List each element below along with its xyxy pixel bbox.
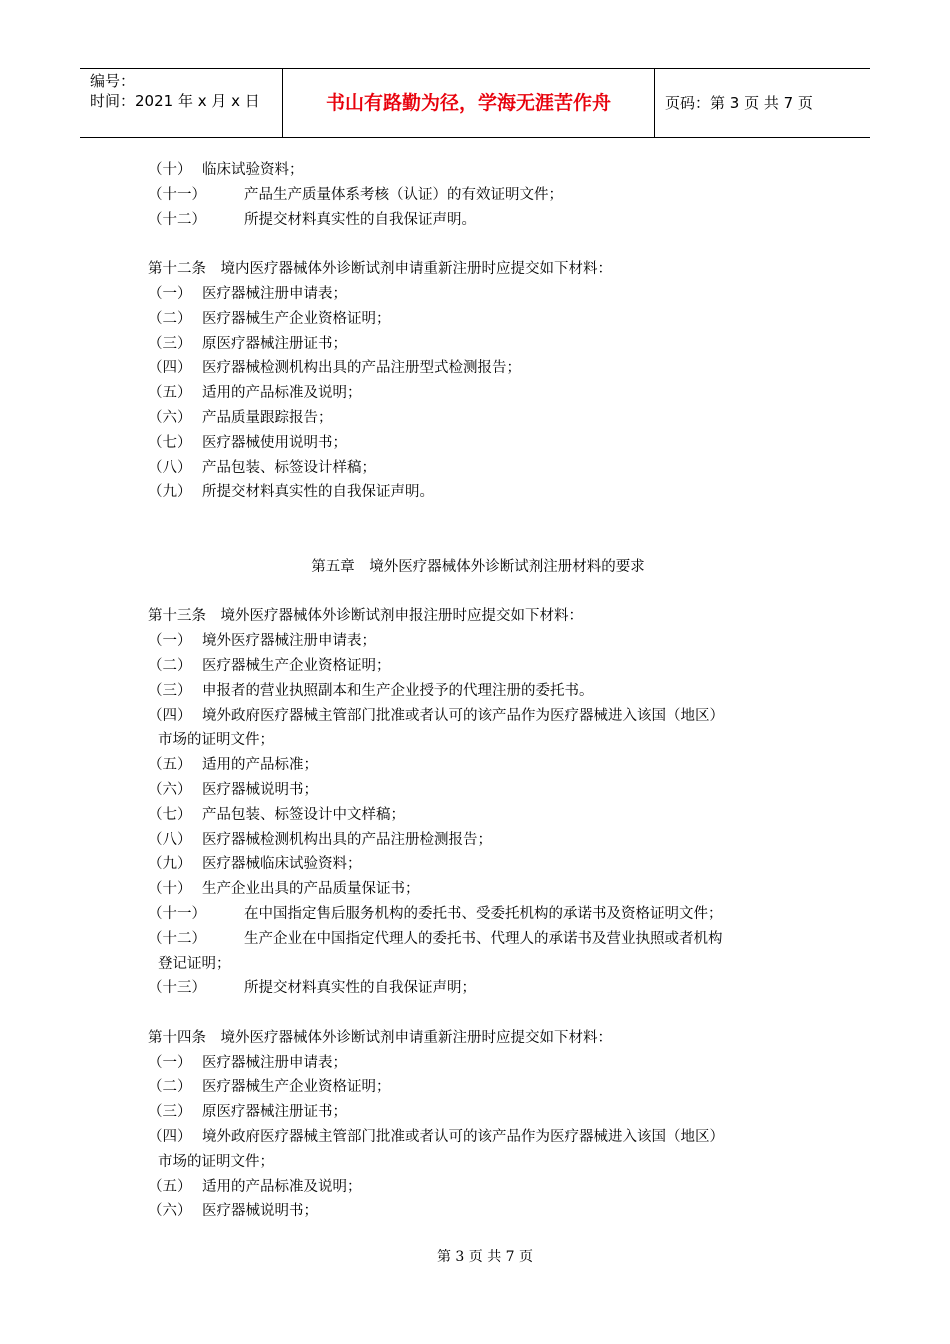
list-item-marker: （二） <box>148 1079 192 1096</box>
list-item-text: 产品包装、标签设计样稿； <box>202 459 376 476</box>
list-item-text: 生产企业在中国指定代理人的委托书、代理人的承诺书及营业执照或者机构 <box>244 930 723 947</box>
list-item-continuation: 市场的证明文件； <box>158 732 274 749</box>
list-item-marker: （六） <box>148 409 192 426</box>
list-item-marker: （四） <box>148 1129 192 1146</box>
list-item-text: 医疗器械检测机构出具的产品注册型式检测报告； <box>202 360 521 377</box>
list-item <box>148 704 828 729</box>
list-item <box>148 1199 828 1224</box>
list-item <box>148 282 828 307</box>
list-item-text: 在中国指定售后服务机构的委托书、受委托机构的承诺书及资格证明文件； <box>244 905 723 922</box>
list-item <box>148 1125 828 1150</box>
list-item <box>148 356 828 381</box>
list-item <box>148 431 828 456</box>
list-item-text: 产品包装、标签设计中文样稿； <box>202 806 405 823</box>
list-item-marker: （二） <box>148 310 192 327</box>
list-item-text: 原医疗器械注册证书； <box>202 1104 347 1121</box>
list-item-text: 医疗器械说明书； <box>202 1203 318 1220</box>
list-item-text: 申报者的营业执照副本和生产企业授予的代理注册的委托书。 <box>202 682 594 699</box>
document-number-label: 编号： <box>90 72 136 90</box>
list-item-marker: （三） <box>148 1104 192 1121</box>
list-item-text: 所提交材料真实性的自我保证声明。 <box>202 484 434 501</box>
list-item-marker: （三） <box>148 335 192 352</box>
article-12-list <box>148 282 828 505</box>
list-item-marker: （二） <box>148 657 192 674</box>
header-page-info: 页码：第 3 页 共 7 页 <box>665 94 813 112</box>
page-header-table <box>80 68 870 138</box>
list-item-text: 原医疗器械注册证书； <box>202 335 347 352</box>
list-item-marker: （十） <box>148 881 192 898</box>
list-item-continuation: 市场的证明文件； <box>158 1153 274 1170</box>
list-item <box>148 1100 828 1125</box>
page-footer: 第 3 页 共 7 页 <box>436 1249 534 1265</box>
list-item-marker: （五） <box>148 757 192 774</box>
list-item-marker: （五） <box>148 1178 192 1195</box>
list-item-text: 生产企业出具的产品质量保证书； <box>202 881 420 898</box>
list-item <box>148 307 828 332</box>
list-item-text: 适用的产品标准及说明； <box>202 1178 362 1195</box>
list-item-text: 医疗器械生产企业资格证明； <box>202 310 391 327</box>
list-item-text: 医疗器械临床试验资料； <box>202 856 362 873</box>
list-item-text: 所提交材料真实性的自我保证声明； <box>244 980 476 997</box>
list-item-marker: （七） <box>148 806 192 823</box>
document-body <box>148 158 828 1224</box>
list-item <box>148 803 828 828</box>
list-item <box>148 208 828 233</box>
list-item-text: 境外政府医疗器械主管部门批准或者认可的该产品作为医疗器械进入该国（地区） <box>202 1129 724 1146</box>
list-item-marker: （八） <box>148 459 192 476</box>
list-item <box>148 332 828 357</box>
list-item <box>148 927 828 952</box>
document-time-label: 时间：2021 年 x 月 x 日 <box>90 92 260 110</box>
list-item <box>148 753 828 778</box>
list-item-text: 医疗器械生产企业资格证明； <box>202 657 391 674</box>
list-item-text: 适用的产品标准及说明； <box>202 385 362 402</box>
list-item-text: 医疗器械生产企业资格证明； <box>202 1079 391 1096</box>
list-item <box>148 406 828 431</box>
list-item <box>148 480 828 505</box>
article-13-list <box>148 629 828 1001</box>
list-item-marker: （十三） <box>148 980 206 997</box>
list-item-marker: （六） <box>148 1203 192 1220</box>
list-item <box>148 183 828 208</box>
list-item <box>148 654 828 679</box>
header-motto: 书山有路勤为径，学海无涯苦作舟 <box>283 69 655 137</box>
article-12-title: 第十二条 境内医疗器械体外诊断试剂申请重新注册时应提交如下材料： <box>148 261 612 278</box>
list-item-text: 医疗器械注册申请表； <box>202 285 347 302</box>
list-item-marker: （四） <box>148 707 192 724</box>
article-13-title: 第十三条 境外医疗器械体外诊断试剂申报注册时应提交如下材料： <box>148 608 583 625</box>
list-item-marker: （六） <box>148 781 192 798</box>
list-item-text: 境外政府医疗器械主管部门批准或者认可的该产品作为医疗器械进入该国（地区） <box>202 707 724 724</box>
list-item-marker: （四） <box>148 360 192 377</box>
list-item-text: 医疗器械说明书； <box>202 781 318 798</box>
list-item-continuation: 登记证明； <box>158 955 231 972</box>
list-item-marker: （十一） <box>148 905 206 922</box>
list-item-text: 境外医疗器械注册申请表； <box>202 633 376 650</box>
list-item-marker: （一） <box>148 633 192 650</box>
list-item <box>148 679 828 704</box>
list-item <box>148 158 828 183</box>
list-item <box>148 852 828 877</box>
list-item-text: 临床试验资料； <box>202 162 304 178</box>
list-item-marker: （十） <box>148 162 192 178</box>
article-14-list <box>148 1051 828 1225</box>
list-item <box>148 381 828 406</box>
list-item-marker: （一） <box>148 1054 192 1071</box>
list-item <box>148 828 828 853</box>
list-item-marker: （九） <box>148 484 192 501</box>
list-item-marker: （三） <box>148 682 192 699</box>
chapter-5-heading: 第五章 境外医疗器械体外诊断试剂注册材料的要求 <box>311 558 645 575</box>
list-item-marker: （十二） <box>148 930 206 947</box>
list-item <box>148 1175 828 1200</box>
list-item-text: 医疗器械注册申请表； <box>202 1054 347 1071</box>
list-item <box>148 976 828 1001</box>
header-meta-cell <box>80 69 283 137</box>
list-item <box>148 1075 828 1100</box>
list-item-text: 产品生产质量体系考核（认证）的有效证明文件； <box>244 186 563 203</box>
list-item <box>148 902 828 927</box>
list-item-marker: （八） <box>148 831 192 848</box>
list-item <box>148 629 828 654</box>
list-item-text: 医疗器械使用说明书； <box>202 434 347 451</box>
list-item <box>148 1051 828 1076</box>
list-item-marker: （七） <box>148 434 192 451</box>
list-item-text: 医疗器械检测机构出具的产品注册检测报告； <box>202 831 492 848</box>
list-item-text: 产品质量跟踪报告； <box>202 409 333 426</box>
list-item-marker: （一） <box>148 285 192 302</box>
list-item-text: 适用的产品标准； <box>202 757 318 774</box>
list-item <box>148 456 828 481</box>
list-item-text: 所提交材料真实性的自我保证声明。 <box>244 211 476 228</box>
continued-list <box>148 158 828 232</box>
list-item-marker: （九） <box>148 856 192 873</box>
list-item-marker: （五） <box>148 385 192 402</box>
list-item-marker: （十一） <box>148 186 206 203</box>
list-item <box>148 877 828 902</box>
list-item-marker: （十二） <box>148 211 206 228</box>
article-14-title: 第十四条 境外医疗器械体外诊断试剂申请重新注册时应提交如下材料： <box>148 1029 612 1046</box>
list-item <box>148 778 828 803</box>
